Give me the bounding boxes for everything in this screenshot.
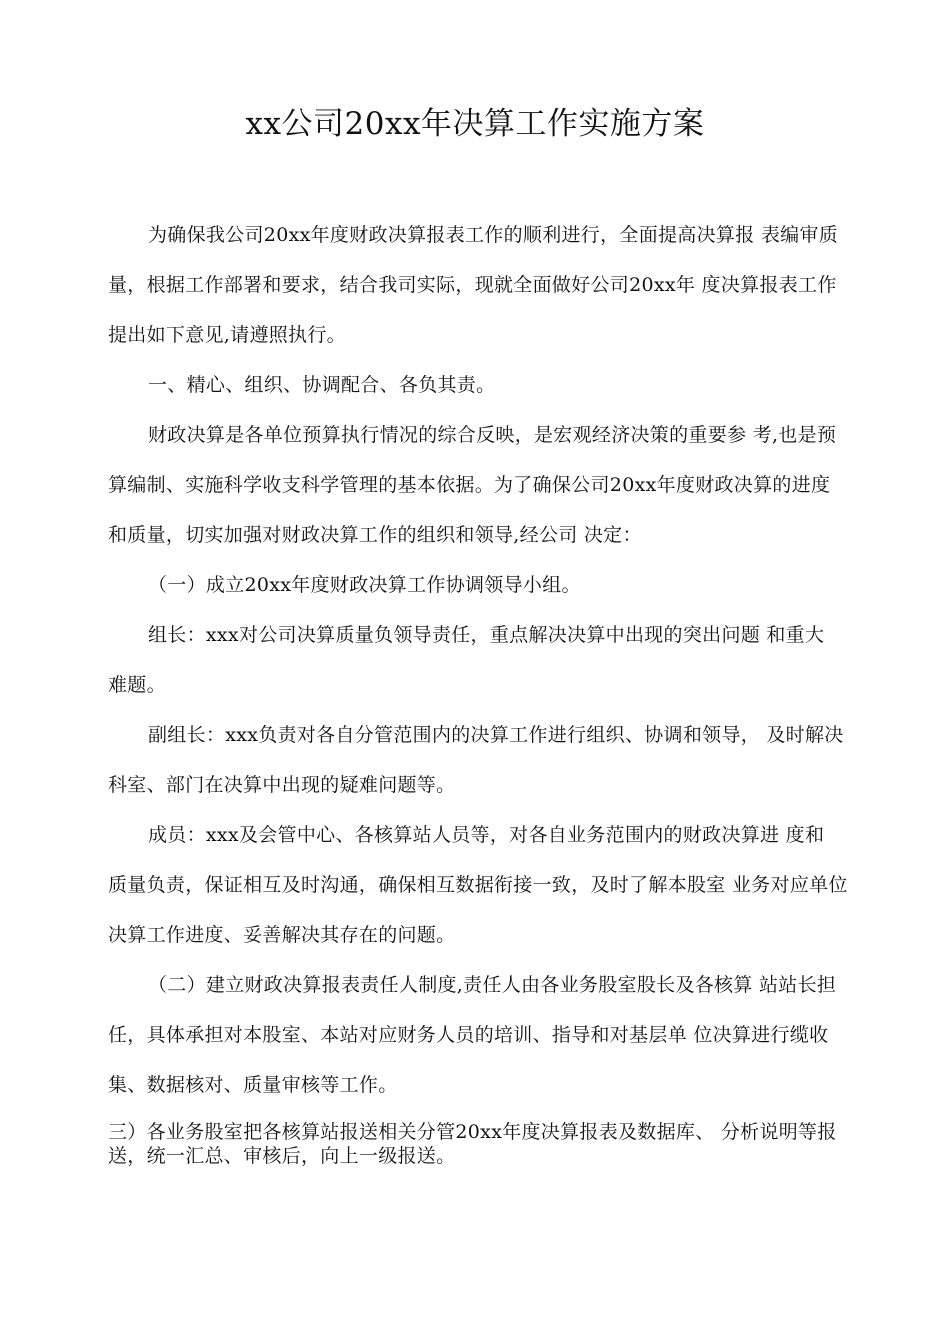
- paragraph-deputy-leader: [108, 710, 848, 810]
- text-line: 财政决算是各单位预算执行情况的综合反映，是宏观经济决策的重要参 考,也是预: [148, 424, 837, 446]
- text-line: 成员：xxx及会管中心、各核算站人员等，对各自业务范围内的财政决算进 度和: [148, 824, 825, 846]
- paragraph-intro: [108, 210, 848, 360]
- text-line: 为确保我公司20xx年度财政决算报表工作的顺利进行，全面提高决算报 表编审质: [148, 224, 839, 246]
- document-body: [108, 210, 848, 1168]
- text-line: 组长：xxx对公司决算质量负领导责任，重点解决决算中出现的突出问题 和重大: [148, 624, 825, 646]
- text-line: 提出如下意见,请遵照执行。: [108, 324, 346, 346]
- text-line: 一、精心、组织、协调配合、各负其责。: [148, 374, 496, 396]
- text-line: 质量负责，保证相互及时沟通，确保相互数据衔接一致，及时了解本股室 业务对应单位: [108, 874, 848, 896]
- text-line: 和质量，切实加强对财政决算工作的组织和领导,经公司 决定：: [108, 524, 642, 546]
- text-line: 集、数据核对、质量审核等工作。: [108, 1074, 398, 1096]
- subsection-heading-1: [108, 560, 848, 610]
- paragraph-financial-settlement: [108, 410, 848, 560]
- text-line: 决算工作进度、妥善解决其存在的问题。: [108, 924, 456, 946]
- paragraph-members: [108, 810, 848, 960]
- text-line: （一）成立20xx年度财政决算工作协调领导小组。: [148, 574, 581, 596]
- paragraph-reporting: [108, 1120, 848, 1168]
- document-title: xx公司20xx年决算工作实施方案: [245, 106, 705, 142]
- paragraph-group-leader: [108, 610, 848, 710]
- text-line: 算编制、实施科学收支科学管理的基本依据。为了确保公司20xx年度财政决算的进度: [108, 474, 831, 496]
- text-line: 难题。: [108, 674, 166, 696]
- text-line: 科室、部门在决算中出现的疑难问题等。: [108, 774, 456, 796]
- text-line: 副组长：xxx负责对各自分管范围内的决算工作进行组织、协调和领导， 及时解决: [148, 724, 844, 746]
- text-line: 量，根据工作部署和要求，结合我司实际，现就全面做好公司20xx年 度决算报表工作: [108, 274, 837, 296]
- text-line: 送，统一汇总、审核后，向上一级报送。: [108, 1145, 456, 1167]
- text-line: （二）建立财政决算报表责任人制度,责任人由各业务股室股长及各核算 站站长担: [148, 974, 837, 996]
- section-heading-1: [108, 360, 848, 410]
- text-line: 三）各业务股室把各核算站报送相关分管20xx年度决算报表及数据库、 分析说明等报: [108, 1121, 837, 1143]
- text-line: 任，具体承担对本股室、本站对应财务人员的培训、指导和对基层单 位决算进行缆收: [108, 1024, 829, 1046]
- paragraph-responsibility-system: [108, 960, 848, 1110]
